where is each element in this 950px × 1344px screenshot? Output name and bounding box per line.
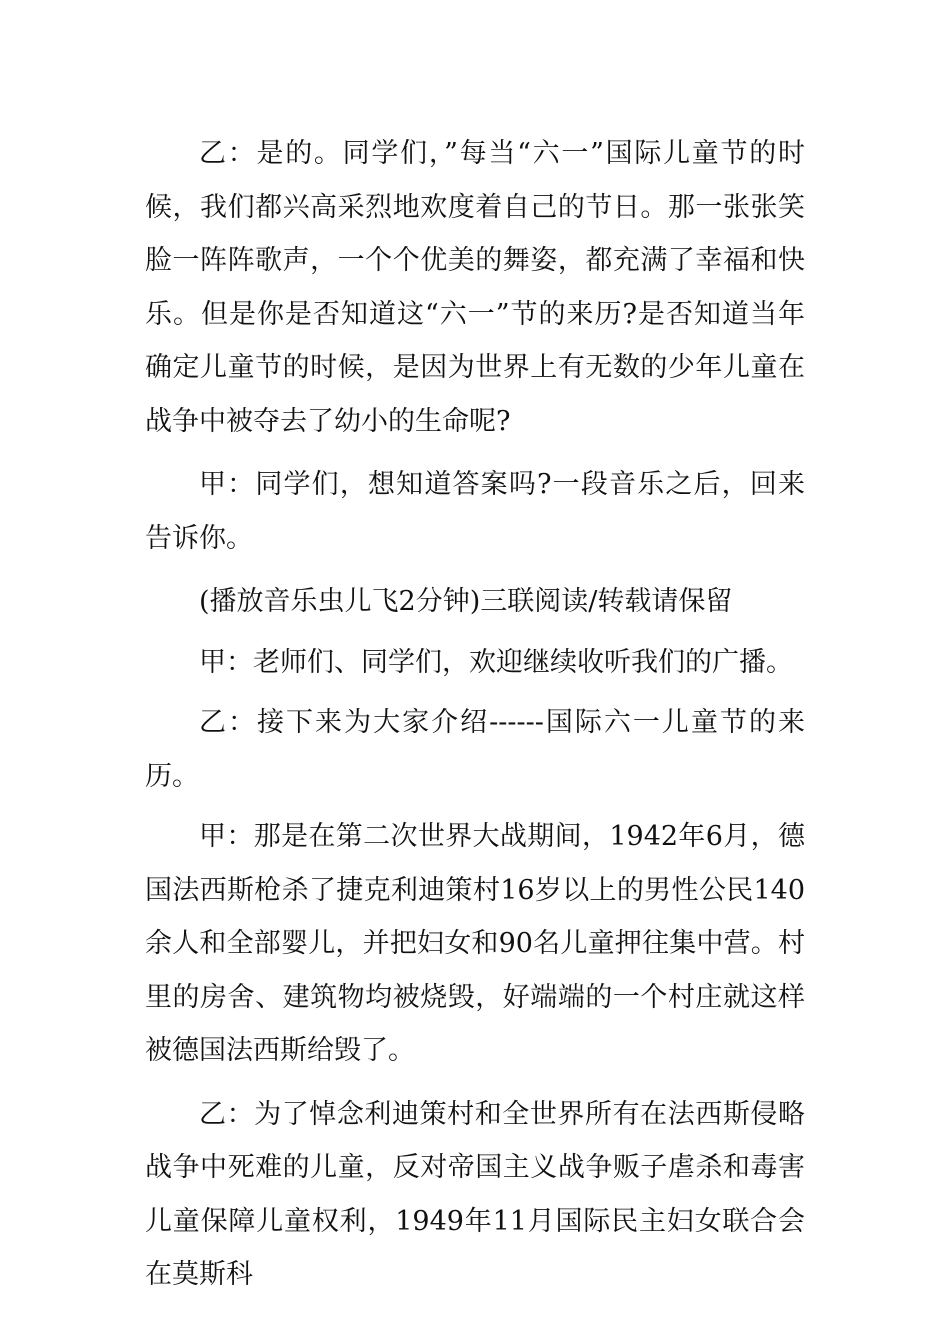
paragraph-ww2-history: 甲：那是在第二次世界大战期间，1942年6月，德国法西斯枪杀了捷克利迪策村16岁以上的男性公民140余人和全部婴儿，并把妇女和90名儿童押往集中营。村里的房舍、建筑物均被烧毁，好端端的一个村庄就这样被德国法西斯给毁了。 xyxy=(145,821,805,1066)
paragraph-introduce-history: 乙：接下来为大家介绍------国际六一儿童节的来历。 xyxy=(145,707,805,792)
document-body xyxy=(145,127,805,1312)
paragraph-intro-question: 乙：是的。同学们，”每当“六一”国际儿童节的时候，我们都兴高采烈地欢度着自己的节日。那一张张笑脸一阵阵歌声，一个个优美的舞姿，都充满了幸福和快乐。但是你是否知道这“六一”节的来历?是否知道当年确定儿童节的时候，是因为世界上有无数的少年儿童在战争中被夺去了幼小的生命呢? xyxy=(145,138,805,437)
paragraph-welcome-back: 甲：老师们、同学们，欢迎继续收听我们的广播。 xyxy=(199,646,793,678)
paragraph-music-note: (播放音乐虫儿飞2分钟)三联阅读/转载请保留 xyxy=(199,586,733,617)
paragraph-commemoration: 乙：为了悼念利迪策村和全世界所有在法西斯侵略战争中死难的儿童，反对帝国主义战争贩子虐杀和毒害儿童保障儿童权利，1949年11月国际民主妇女联合会在莫斯科 xyxy=(145,1098,805,1290)
paragraph-answer-after-music: 甲：同学们，想知道答案吗?一段音乐之后，回来告诉你。 xyxy=(145,469,805,554)
